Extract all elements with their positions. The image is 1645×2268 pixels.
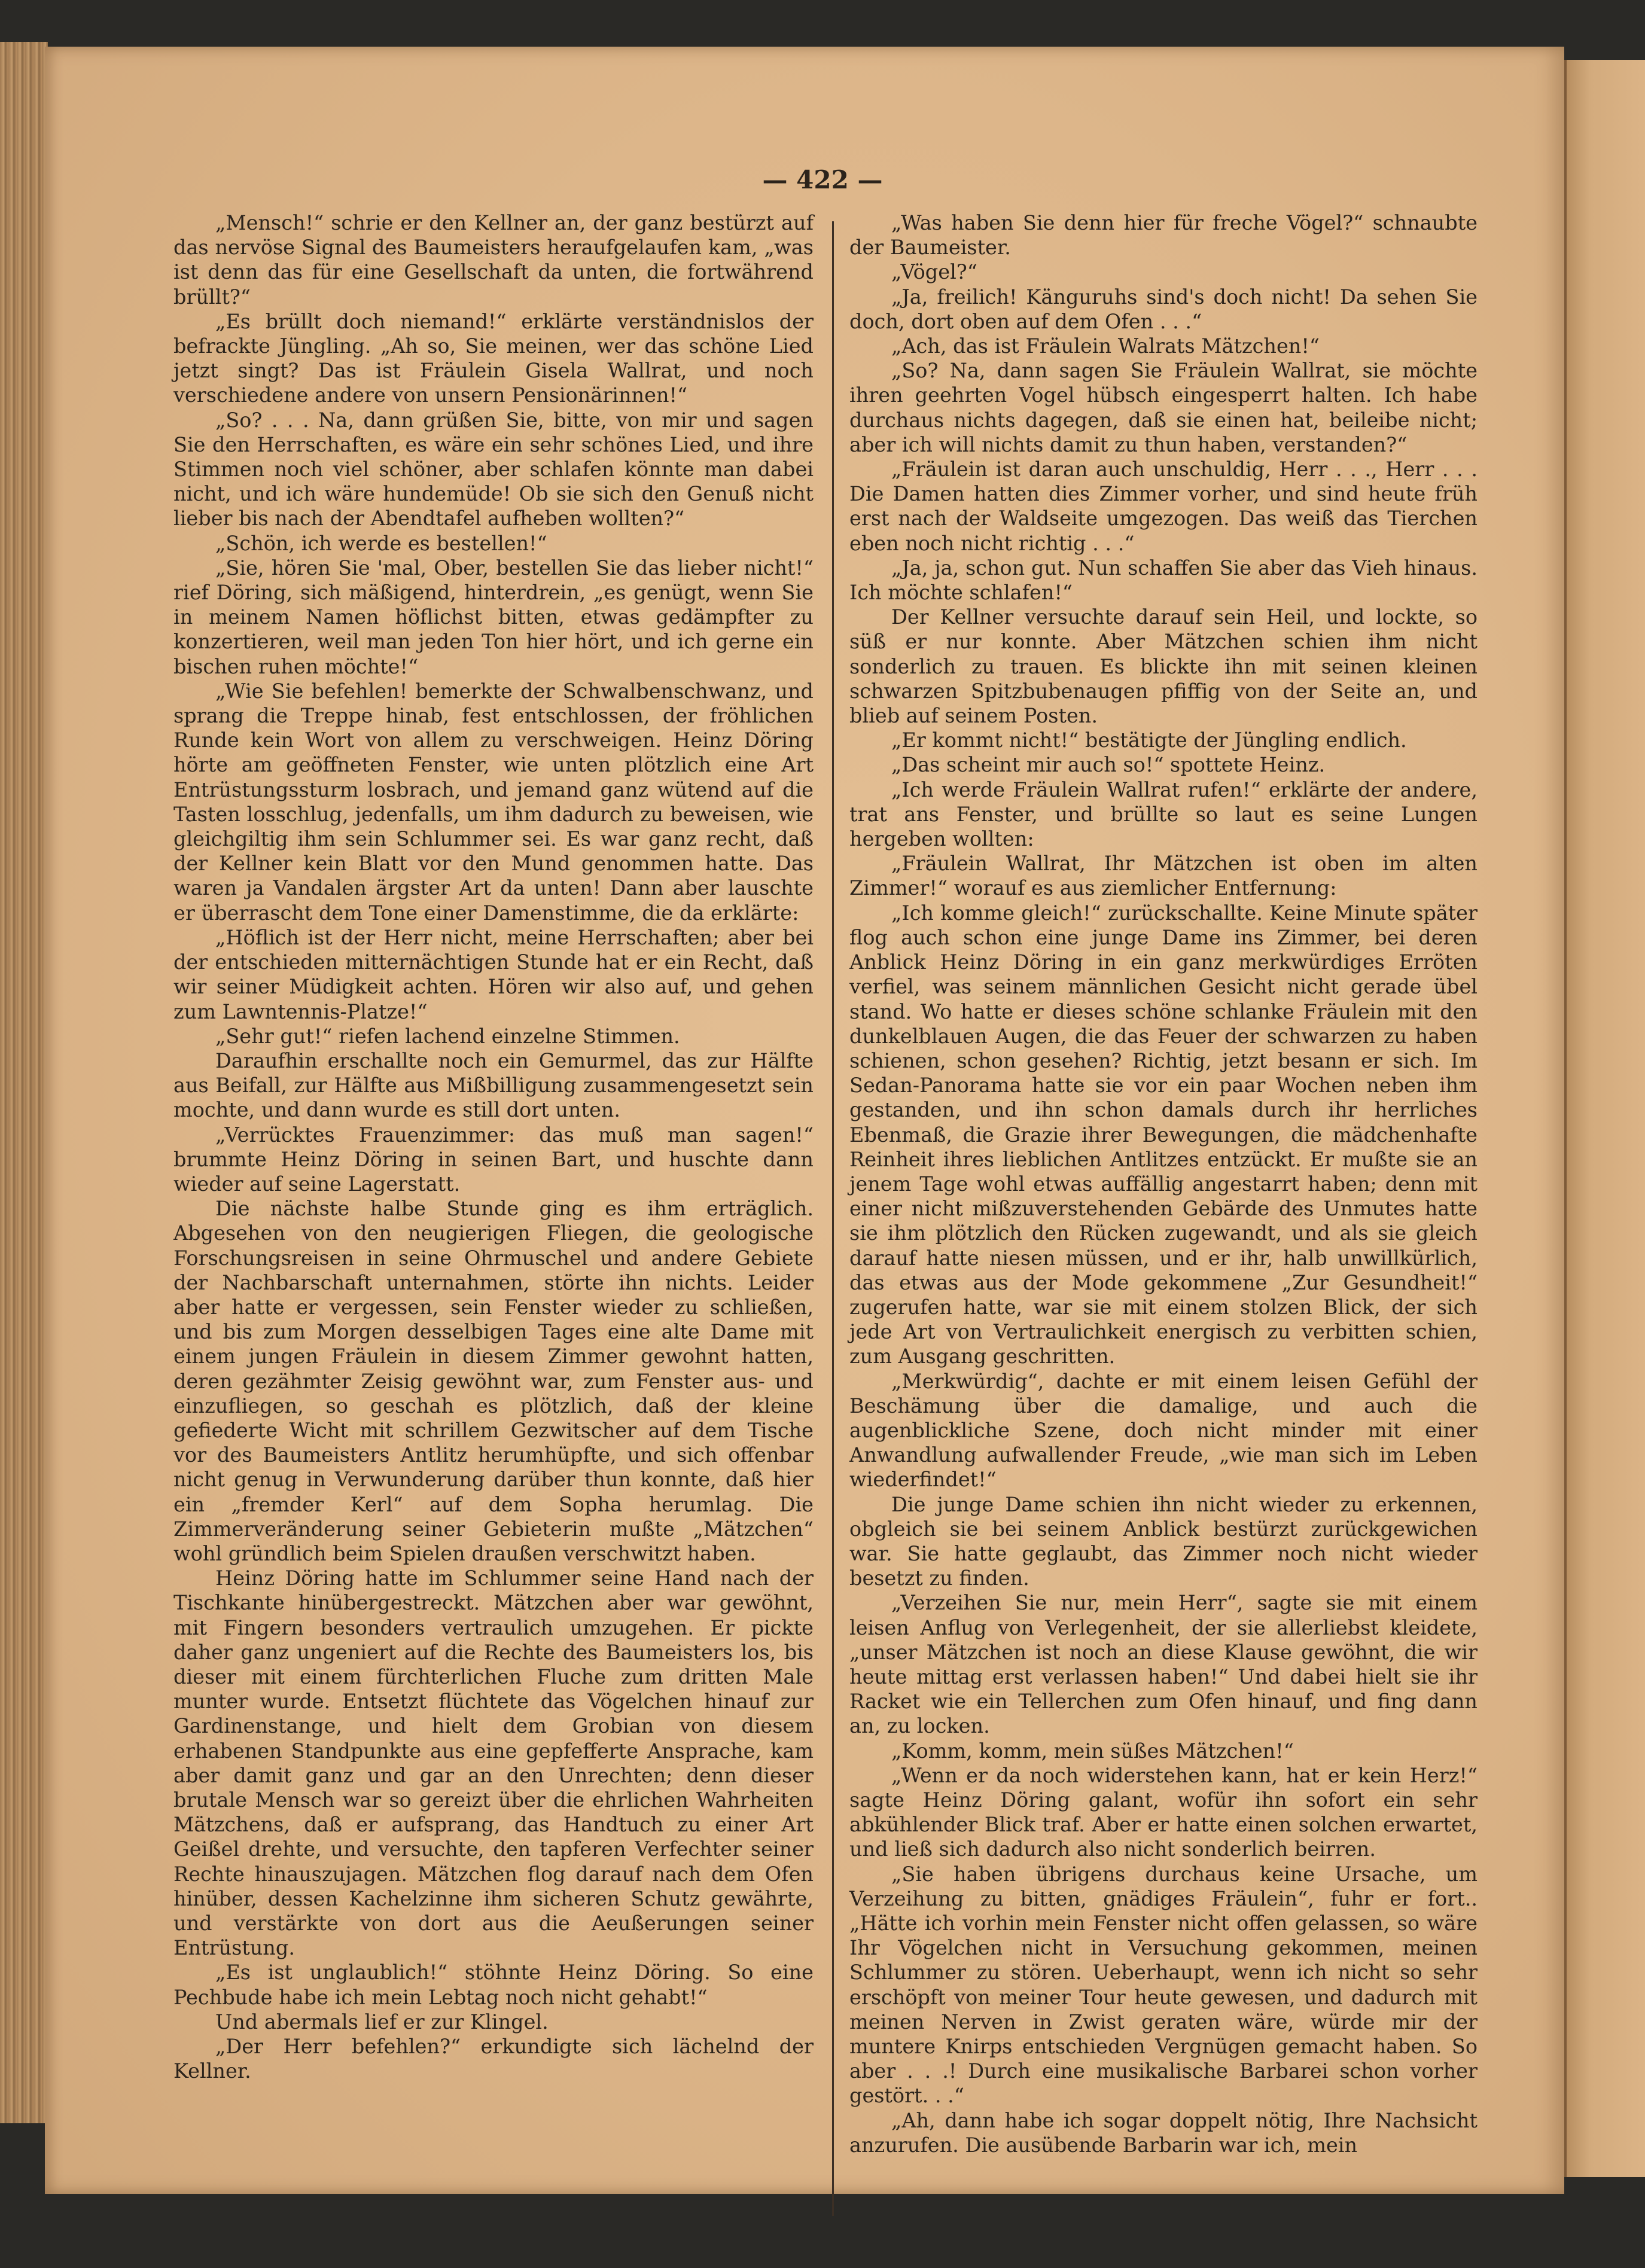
paragraph: „Wie Sie befehlen! bemerkte der Schwalbenschwanz, und sprang die Treppe hinab, fest entschlossen, der fröhlichen Runde kein Wort von allem zu verschweigen. Heinz Döring hörte am geöffneten Fenster, wie unten plötzlich eine Art Entrüstungssturm losbrach, und jemand ganz wütend auf die Tasten losschlug, jedenfalls, um ihm dadurch zu beweisen, wie gleichgiltig ihm sein Schlummer sei. Es war ganz recht, daß der Kellner kein Blatt vor den Mund genommen hatte. Das waren ja Vandalen ärgster Art da unten! Dann aber lauschte er überrascht dem Tone einer Damenstimme, die da erklärte:: [173, 679, 814, 925]
paragraph: „Höflich ist der Herr nicht, meine Herrschaften; aber bei der entschieden mitternächtigen Stunde hat er ein Recht, daß wir seiner Müdigkeit achten. Hören wir also auf, und gehen zum Lawntennis-Platze!“: [173, 925, 814, 1023]
paragraph: „Ich komme gleich!“ zurückschallte. Keine Minute später flog auch schon eine junge Dame ins Zimmer, bei deren Anblick Heinz Döring in ein ganz merkwürdiges Erröten verfiel, was seinem männlichen Gesicht nicht gerade übel stand. Wo hatte er dieses schöne schlanke Fräulein mit den dunkelblauen Augen, die das Feuer der schwarzen zu haben schienen, schon gesehen? Richtig, jetzt besann er sich. Im Sedan-Panorama hatte sie vor ein paar Wochen neben ihm gestanden, und ihn schon damals durch ihr herrliches Ebenmaß, die Grazie ihrer Bewegungen, die mädchenhafte Reinheit ihres lieblichen Antlitzes entzückt. Er mußte sie an jenem Tage wohl etwas auffällig angestarrt haben; denn mit einer nicht mißzuverstehenden Gebärde des Unmutes hatte sie ihm plötzlich den Rücken zugewandt, und als sie gleich darauf hatte niesen müssen, und er ihr, halb unwillkürlich, das etwas aus der Mode gekommene „Zur Gesundheit!“ zugerufen hatte, war sie mit einem stolzen Blick, der sich jede Art von Vertraulichkeit energisch zu verbitten schien, zum Ausgang geschritten.: [849, 901, 1478, 1368]
paragraph: Die nächste halbe Stunde ging es ihm erträglich. Abgesehen von den neugierigen Fliegen, die geologische Forschungsreisen in seine Ohrmuschel und andere Gebiete der Nachbarschaft unternahmen, störte ihn nichts. Leider aber hatte er vergessen, sein Fenster wieder zu schließen, und bis zum Morgen desselbigen Tages eine alte Dame mit einem jungen Fräulein in diesem Zimmer gewohnt hatten, deren gezähmter Zeisig gewöhnt war, zum Fenster aus- und einzufliegen, so geschah es plötzlich, daß der kleine gefiederte Wicht mit schrillem Gezwitscher auf dem Tische vor des Baumeisters Antlitz herumhüpfte, und sich offenbar nicht genug in Verwunderung darüber thun konnte, daß hier ein „fremder Kerl“ auf dem Sopha herumlag. Die Zimmerveränderung seiner Gebieterin mußte „Mätzchen“ wohl gründlich beim Spielen draußen verschwitzt haben.: [173, 1197, 814, 1565]
paragraph: „Verzeihen Sie nur, mein Herr“, sagte sie mit einem leisen Anflug von Verlegenheit, der sie allerliebst kleidete, „unser Mätzchen ist noch an diese Klause gewöhnt, die wir heute mittag erst verlassen haben!“ Und dabei hielt sie ihr Racket wie ein Tellerchen zum Ofen hinauf, und fing dann an, zu locken.: [849, 1591, 1478, 1738]
page-number: — 422 —: [762, 165, 883, 194]
page-stack-edge: [0, 42, 48, 2123]
paragraph: „Merkwürdig“, dachte er mit einem leisen Gefühl der Beschämung über die damalige, und auch die augenblickliche Szene, doch nicht minder mit einer Anwandlung aufwallender Freude, „wie man sich im Leben wiederfindet!“: [849, 1369, 1478, 1492]
paragraph: Heinz Döring hatte im Schlummer seine Hand nach der Tischkante hinübergestreckt. Mätzchen aber war gewöhnt, mit Fingern besonders vertraulich umzugehen. Er pickte daher ganz ungeniert auf die Rechte des Baumeisters los, bis dieser mit einem fürchterlichen Fluche zum dritten Male munter wurde. Entsetzt flüchtete das Vögelchen hinauf zur Gardinenstange, und hielt dem Grobian von diesem erhabenen Standpunkte aus eine gepfefferte Ansprache, kam aber damit ganz und gar an den Unrechten; denn dieser brutale Mensch war so gereizt über die ehrlichen Wahrheiten Mätzchens, daß er aufsprang, das Handtuch zu einer Art Geißel drehte, und versuchte, den tapferen Verfechter seiner Rechte hinauszujagen. Mätzchen flog darauf nach dem Ofen hinüber, dessen Kachelzinne ihm sicheren Schutz gewährte, und verstärkte von dort aus die Aeußerungen seiner Entrüstung.: [173, 1566, 814, 1960]
paragraph: „Ich werde Fräulein Wallrat rufen!“ erklärte der andere, trat ans Fenster, und brüllte so laut es seine Lungen hergeben wollten:: [849, 778, 1478, 851]
paragraph: „Fräulein Wallrat, Ihr Mätzchen ist oben im alten Zimmer!“ worauf es aus ziemlicher Entfernung:: [849, 852, 1478, 900]
paragraph: „Schön, ich werde es bestellen!“: [215, 531, 547, 555]
paragraph: „Das scheint mir auch so!“ spottete Heinz.: [891, 753, 1326, 777]
paragraph: „Wenn er da noch widerstehen kann, hat er kein Herz!“ sagte Heinz Döring galant, wofür ihn sofort ein sehr abkühlender Blick traf. Aber er hatte einen solchen erwartet, und ließ sich dadurch also nicht sonderlich beirren.: [849, 1763, 1478, 1861]
left-column: [173, 211, 814, 2083]
paragraph: „Verrücktes Frauenzimmer: das muß man sagen!“ brummte Heinz Döring in seinen Bart, und huschte dann wieder auf seine Lagerstatt.: [173, 1123, 814, 1196]
paragraph: „Was haben Sie denn hier für freche Vögel?“ schnaubte der Baumeister.: [849, 211, 1478, 260]
paragraph: „So? Na, dann sagen Sie Fräulein Wallrat, sie möchte ihren geehrten Vogel hübsch eingesperrt halten. Ich habe durchaus nichts dagegen, daß sie einen hat, beileibe nicht; aber ich will nichts damit zu thun haben, verstanden?“: [849, 359, 1478, 456]
paragraph: „So? . . . Na, dann grüßen Sie, bitte, von mir und sagen Sie den Herrschaften, es wäre ein sehr schönes Lied, und ihre Stimmen noch viel schöner, aber schlafen könnte man dabei nicht, und ich wäre hundemüde! Ob sie sich den Genuß nicht lieber bis nach der Abendtafel aufheben wollten?“: [173, 408, 814, 531]
paragraph: „Mensch!“ schrie er den Kellner an, der ganz bestürzt auf das nervöse Signal des Baumeisters heraufgelaufen kam, „was ist denn das für eine Gesellschaft da unten, die fortwährend brüllt?“: [173, 211, 814, 309]
paragraph: „Sie, hören Sie 'mal, Ober, bestellen Sie das lieber nicht!“ rief Döring, sich mäßigend, hinterdrein, „es genügt, wenn Sie in meinem Namen höflichst bitten, etwas gedämpfter zu konzertieren, weil man jeden Ton hier hört, und ich gerne ein bischen ruhen möchte!“: [173, 556, 814, 678]
paragraph: „Ja, ja, schon gut. Nun schaffen Sie aber das Vieh hinaus. Ich möchte schlafen!“: [849, 556, 1478, 605]
paragraph: Der Kellner versuchte darauf sein Heil, und lockte, so süß er nur konnte. Aber Mätzchen schien ihm nicht sonderlich zu trauen. Es blickte ihn mit seinen kleinen schwarzen Spitzbubenaugen pfiffig von der Seite an, und blieb auf seinem Posten.: [849, 605, 1478, 728]
paragraph: „Sehr gut!“ riefen lachend einzelne Stimmen.: [215, 1024, 680, 1048]
paragraph: „Der Herr befehlen?“ erkundigte sich lächelnd der Kellner.: [173, 2035, 814, 2083]
paragraph: „Er kommt nicht!“ bestätigte der Jüngling endlich.: [891, 728, 1407, 752]
paragraph: Die junge Dame schien ihn nicht wieder zu erkennen, obgleich sie bei seinem Anblick bestürzt zurückgewichen war. Sie hatte geglaubt, das Zimmer noch nicht wieder besetzt zu finden.: [849, 1492, 1478, 1590]
right-column: [849, 211, 1478, 2157]
paragraph: „Komm, komm, mein süßes Mätzchen!“: [891, 1739, 1294, 1763]
paragraph: „Ja, freilich! Känguruhs sind's doch nicht! Da sehen Sie doch, dort oben auf dem Ofen . . .“: [849, 285, 1478, 333]
paragraph: „Es brüllt doch niemand!“ erklärte verständnislos der befrackte Jüngling. „Ah so, Sie meinen, wer das schöne Lied jetzt singt? Das ist Fräulein Gisela Wallrat, und noch verschiedene andere von unsern Pensionärinnen!“: [173, 309, 814, 407]
paragraph: „Vögel?“: [891, 260, 977, 284]
paragraph: Und abermals lief er zur Klingel.: [215, 2010, 549, 2034]
paragraph: „Ah, dann habe ich sogar doppelt nötig, Ihre Nachsicht anzurufen. Die ausübende Barbarin war ich, mein: [849, 2108, 1478, 2157]
column-divider: [832, 221, 834, 2216]
paragraph: „Ach, das ist Fräulein Walrats Mätzchen!“: [891, 334, 1320, 358]
paragraph: „Es ist unglaublich!“ stöhnte Heinz Döring. So eine Pechbude habe ich mein Lebtag noch nicht gehabt!“: [173, 1961, 814, 2009]
paragraph: „Fräulein ist daran auch unschuldig, Herr . . ., Herr . . . Die Damen hatten dies Zimmer vorher, und sind heute früh erst nach der Waldseite umgezogen. Das weiß das Tierchen eben noch nicht richtig . . .“: [849, 458, 1478, 555]
paragraph: Daraufhin erschallte noch ein Gemurmel, das zur Hälfte aus Beifall, zur Hälfte aus Mißbilligung zusammengesetzt sein mochte, und dann wurde es still dort unten.: [173, 1048, 814, 1122]
facing-page-edge: [1564, 60, 1645, 2177]
paragraph: „Sie haben übrigens durchaus keine Ursache, um Verzeihung zu bitten, gnädiges Fräulein“, fuhr er fort.. „Hätte ich vorhin mein Fenster nicht offen gelassen, so wäre Ihr Vögelchen nicht in Versuchung gekommen, meinen Schlummer zu stören. Ueberhaupt, wenn ich nicht so sehr erschöpft von meiner Tour heute gewesen, und dadurch mit meinen Nerven in Zwist geraten wäre, würde mir der muntere Knirps entschieden Vergnügen gemacht haben. So aber . . .! Durch eine musikalische Barbarei schon vorher gestört. . .“: [849, 1862, 1478, 2108]
